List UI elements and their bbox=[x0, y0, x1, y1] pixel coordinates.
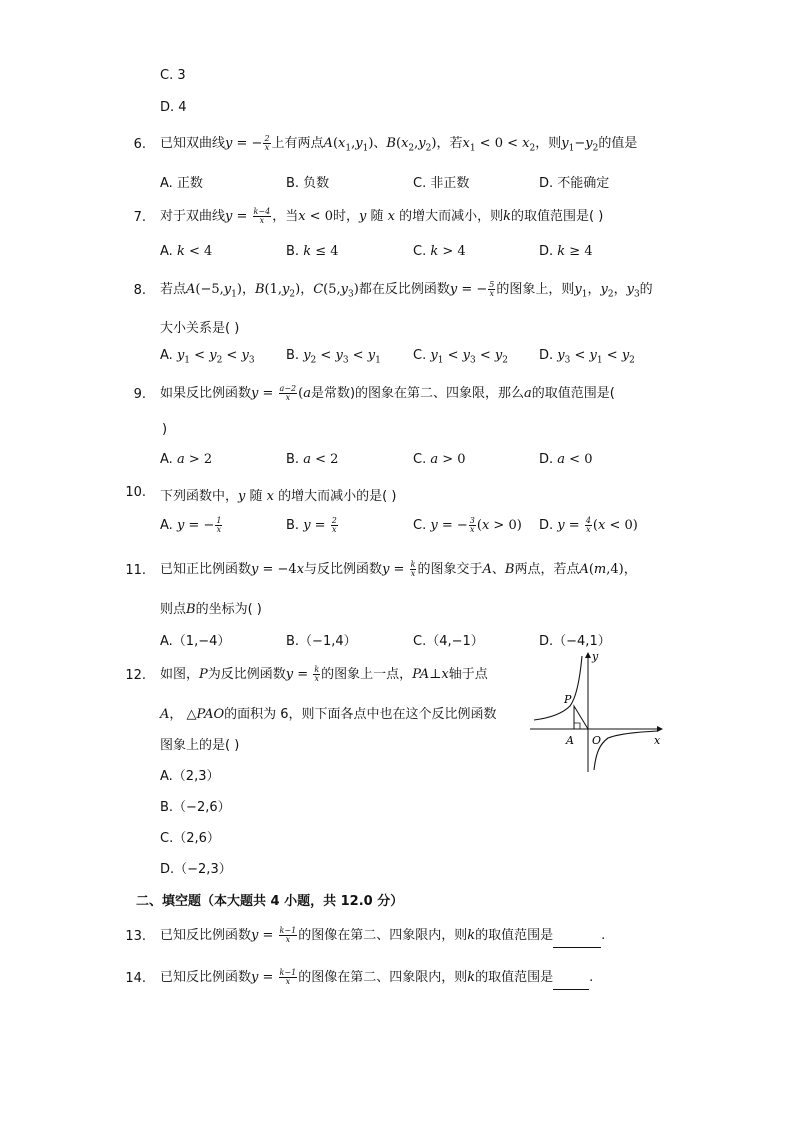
option-c: C. 非正数 bbox=[413, 176, 470, 191]
point-p-label: P bbox=[564, 693, 572, 706]
question-number: 12. bbox=[125, 668, 146, 683]
option-d: D. k ≥ 4 bbox=[539, 244, 593, 259]
question-number: 7. bbox=[133, 210, 146, 225]
question-14-stem: 已知反比例函数y = $\frac{k-1}{x}$ 的图像在第二、四象限内，则k的取值范围是 . bbox=[160, 966, 593, 990]
option-c: C. k > 4 bbox=[413, 244, 466, 259]
hyperbola-figure bbox=[528, 648, 666, 774]
origin-label: O bbox=[592, 734, 602, 747]
option-d: D. y = $\frac{4}{x}$ (x < 0) bbox=[539, 516, 638, 534]
option-c: C. $y_1 < y_3 < y_2$ bbox=[413, 348, 508, 366]
question-10-stem: 下列函数中，y 随 x 的增大而减小的是( ) bbox=[160, 489, 397, 504]
option-a: A.（1,−4） bbox=[160, 634, 231, 649]
option-a: A. k < 4 bbox=[160, 244, 213, 259]
question-number: 10. bbox=[125, 485, 146, 500]
question-12-stem-line3: 图象上的是( ) bbox=[160, 738, 240, 753]
option-b: B. 负数 bbox=[286, 176, 330, 191]
y-label: y bbox=[592, 650, 599, 663]
option-a: A. y = − $\frac{1}{x}$ bbox=[160, 516, 222, 534]
question-number: 14. bbox=[125, 971, 146, 986]
hyperbola-branch-left bbox=[534, 656, 582, 720]
question-9-stem-line2: ) bbox=[162, 422, 168, 437]
question-8-stem-line2: 大小关系是( ) bbox=[160, 321, 240, 336]
answer-blank[interactable] bbox=[553, 977, 589, 990]
option-b: B. $y_2 < y_3 < y_1$ bbox=[286, 348, 381, 366]
question-9-stem: 如果反比例函数y = $\frac{a-2}{x}$ (a是常数)的图象在第二、四象限，那么a的取值范围是( bbox=[160, 384, 615, 402]
question-number: 6. bbox=[133, 137, 146, 152]
option-a: A. a > 2 bbox=[160, 452, 213, 467]
question-number: 9. bbox=[133, 387, 146, 402]
option-d: D.（−2,3） bbox=[160, 862, 232, 877]
option-a: A. $y_1 < y_2 < y_3$ bbox=[160, 348, 255, 366]
question-number: 8. bbox=[133, 283, 146, 298]
option-a: A.（2,3） bbox=[160, 769, 220, 784]
x-label: x bbox=[654, 734, 661, 747]
option-d: D. 4 bbox=[160, 100, 187, 115]
answer-blank[interactable] bbox=[553, 935, 601, 948]
option-c: C. y = − $\frac{3}{x}$ (x > 0) bbox=[413, 516, 522, 534]
question-8-stem: 若点$A(-5,y_1)$，$B(1,y_2)$，$C(5,y_3)$都在反比例函数y = − $\frac{5}{x}$ 的图象上，则$y_1$，$y_2$，$y_3$的 bbox=[160, 280, 653, 300]
option-d: D. $y_3 < y_1 < y_2$ bbox=[539, 348, 635, 366]
hyperbola-branch-right bbox=[594, 731, 658, 770]
option-b: B.（−2,6） bbox=[160, 800, 231, 815]
option-c: C. a > 0 bbox=[413, 452, 466, 467]
question-number: 11. bbox=[125, 563, 146, 578]
question-12-stem: 如图，P为反比例函数y = $\frac{k}{x}$ 的图象上一点，PA⊥x轴于点 bbox=[160, 665, 488, 683]
triangle-pao bbox=[574, 706, 588, 729]
option-c: C.（2,6） bbox=[160, 831, 220, 846]
question-number: 13. bbox=[125, 929, 146, 944]
option-c: C.（4,−1） bbox=[413, 634, 484, 649]
section-title: 二、填空题（本大题共 4 小题，共 12.0 分） bbox=[136, 894, 404, 909]
question-11-stem-line2: 则点B的坐标为( ) bbox=[160, 602, 262, 617]
question-11-stem: 已知正比例函数y = −4x与反比例函数y = $\frac{k}{x}$ 的图象交于A、B两点，若点A(m,4)， bbox=[160, 560, 637, 578]
option-a: A. 正数 bbox=[160, 176, 203, 191]
option-d: D. 不能确定 bbox=[539, 176, 610, 191]
option-b: B.（−1,4） bbox=[286, 634, 357, 649]
question-7-stem: 对于双曲线y = $\frac{k-4}{x}$ ，当x < 0时，y 随 x 的增大而减小，则k的取值范围是( ) bbox=[160, 207, 604, 225]
option-d: D. a < 0 bbox=[539, 452, 593, 467]
option-b: B. a < 2 bbox=[286, 452, 339, 467]
option-c: C. 3 bbox=[160, 68, 186, 83]
option-b: B. y = $\frac{2}{x}$ bbox=[286, 516, 337, 534]
question-6-stem: 已知双曲线y = − $\frac{2}{x}$ 上有两点$A(x_1,y_1)$、$B(x_2,y_2)$，若$x_1 < 0 < x_2$，则$y_1-y_2$的值是 bbox=[160, 134, 638, 154]
option-b: B. k ≤ 4 bbox=[286, 244, 339, 259]
point-a-label: A bbox=[566, 734, 574, 747]
question-12-stem-line2: A， △PAO的面积为 6，则下面各点中也在这个反比例函数 bbox=[160, 707, 497, 722]
option-d: D.（−4,1） bbox=[539, 634, 611, 649]
right-angle-mark bbox=[574, 723, 580, 729]
question-13-stem: 已知反比例函数y = $\frac{k-1}{x}$ 的图像在第二、四象限内，则k的取值范围是 . bbox=[160, 924, 605, 948]
